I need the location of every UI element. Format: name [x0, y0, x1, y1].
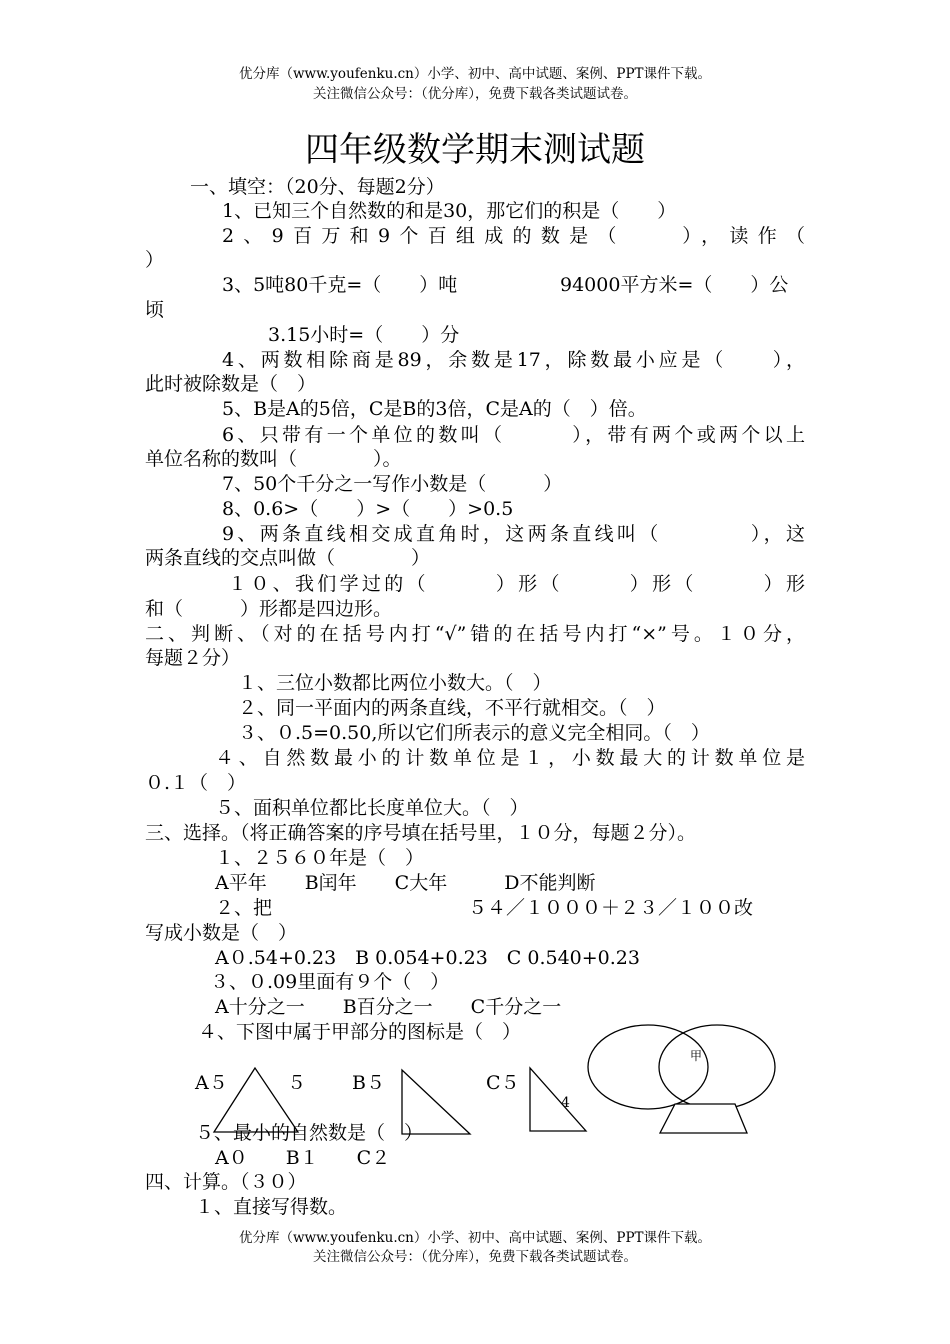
s3-q5: ５、最小的自然数是（ ） [195, 1122, 424, 1144]
s3-q4-mark: 4 [561, 1095, 570, 1111]
s2-q3: ３、０.5=0.50,所以它们所表示的意义完全相同。（ ） [238, 722, 710, 744]
s1-q2-line2: ） [145, 249, 165, 271]
s2-q5: ５、面积单位都比长度单位大。（ ） [215, 797, 529, 819]
s3-q5-options: A０ B１ C２ [215, 1147, 391, 1169]
s3-q2-right: ５４／１０００＋２３／１００改 [468, 897, 754, 919]
venn-right-ellipse [659, 1025, 775, 1109]
s1-q4-line2: 此时被除数是（ ） [145, 373, 317, 395]
s3-q4: ４、下图中属于甲部分的图标是（ ） [198, 1021, 522, 1043]
s1-q9-line1: 9、两条直线相交成直角时，这两条直线叫（ ），这 [222, 523, 805, 545]
s1-q5: 5、B是A的5倍，C是B的3倍，C是A的（ ）倍。 [222, 398, 647, 420]
s1-q10-line2: 和（ ）形都是四边形。 [145, 598, 393, 620]
s1-q3-line2: 顷 [145, 299, 165, 321]
s3-q2-options: A０.54+0.23 B 0.054+0.23 C 0.540+0.23 [215, 947, 640, 969]
s2-q4-line2: ０.１（ ） [145, 772, 247, 794]
s3-q3-options: A十分之一 B百分之一 C千分之一 [215, 996, 562, 1018]
s3-q3: ３、０.09里面有９个（ ） [210, 971, 450, 993]
s3-q2-left: ２、把 [215, 897, 273, 919]
footer-line-1: 优分库（www.youfenku.cn）小学、初中、高中试题、案例、PPT课件下载。 [238, 1230, 712, 1246]
section-4-heading: 四、计算。（３０） [145, 1171, 307, 1193]
s2-q1: １、三位小数都比两位小数大。（ ） [238, 672, 552, 694]
s1-q3-left: 3、5吨80千克=（ ）吨 [222, 274, 458, 296]
s1-q1: 1、已知三个自然数的和是30，那它们的积是（ ） [222, 200, 677, 222]
s1-q6-line1: 6、只带有一个单位的数叫（ ），带有两个或两个以上 [222, 424, 805, 446]
section-2-heading-line1: 二、判断、（对的在括号内打“√”错的在括号内打“×”号。１０分， [145, 623, 805, 645]
s1-q8: 8、0.6>（ ）>（ ）>0.5 [222, 498, 514, 520]
s3-q4-option-a-tail: ５ [287, 1072, 307, 1094]
s3-q4-option-c: C５ [486, 1072, 520, 1094]
s1-q3-line3: 3.15小时=（ ）分 [268, 324, 460, 346]
s2-q2: ２、同一平面内的两条直线，不平行就相交。（ ） [238, 697, 666, 719]
venn-label: 甲 [690, 1049, 703, 1063]
header-line-2: 关注微信公众号：（优分库），免费下载各类试题试卷。 [313, 86, 637, 102]
s4-q1: １、直接写得数。 [195, 1196, 348, 1218]
s2-q4-line1: ４、自然数最小的计数单位是１，小数最大的计数单位是 [215, 747, 805, 769]
header-line-1: 优分库（www.youfenku.cn）小学、初中、高中试题、案例、PPT课件下载。 [238, 66, 712, 82]
s1-q3-right: 94000平方米=（ ）公 [560, 274, 789, 296]
s1-q10-line1: １０、我们学过的（ ）形（ ）形（ ）形 [228, 573, 805, 595]
section-3-heading: 三、选择。（将正确答案的序号填在括号里，１０分，每题２分）。 [145, 822, 697, 844]
triangle-c-shape [530, 1068, 586, 1131]
s1-q7: 7、50个千分之一写作小数是（ ） [222, 473, 563, 495]
s1-q6-line2: 单位名称的数叫（ ）。 [145, 448, 402, 470]
s3-q4-option-b: B５ [352, 1072, 385, 1094]
section-2-heading-line2: 每题２分） [145, 647, 241, 669]
venn-left-ellipse [588, 1025, 708, 1109]
footer-line-2: 关注微信公众号：（优分库），免费下载各类试题试卷。 [313, 1249, 637, 1265]
s1-q9-line2: 两条直线的交点叫做（ ） [145, 547, 431, 569]
s3-q1-options: A平年 B闰年 C大年 D不能判断 [215, 872, 596, 894]
section-1-heading: 一、填空：（20分、每题2分） [190, 176, 445, 198]
s1-q4-line1: 4、两数相除商是89，余数是17，除数最小应是（ ）， [222, 349, 805, 371]
triangle-b-shape [402, 1070, 470, 1134]
page-title: 四年级数学期末测试题 [305, 130, 645, 170]
s1-q2-line1: 2、9百万和9个百组成的数是（ ），读作（ [222, 225, 805, 247]
s3-q2-line2: 写成小数是（ ） [145, 922, 298, 944]
triangle-a-shape [214, 1068, 298, 1132]
s3-q1: １、２５６０年是（ ） [215, 847, 425, 869]
venn-trapezoid-shape [660, 1104, 747, 1133]
s3-q4-option-a: A５ [195, 1072, 228, 1094]
